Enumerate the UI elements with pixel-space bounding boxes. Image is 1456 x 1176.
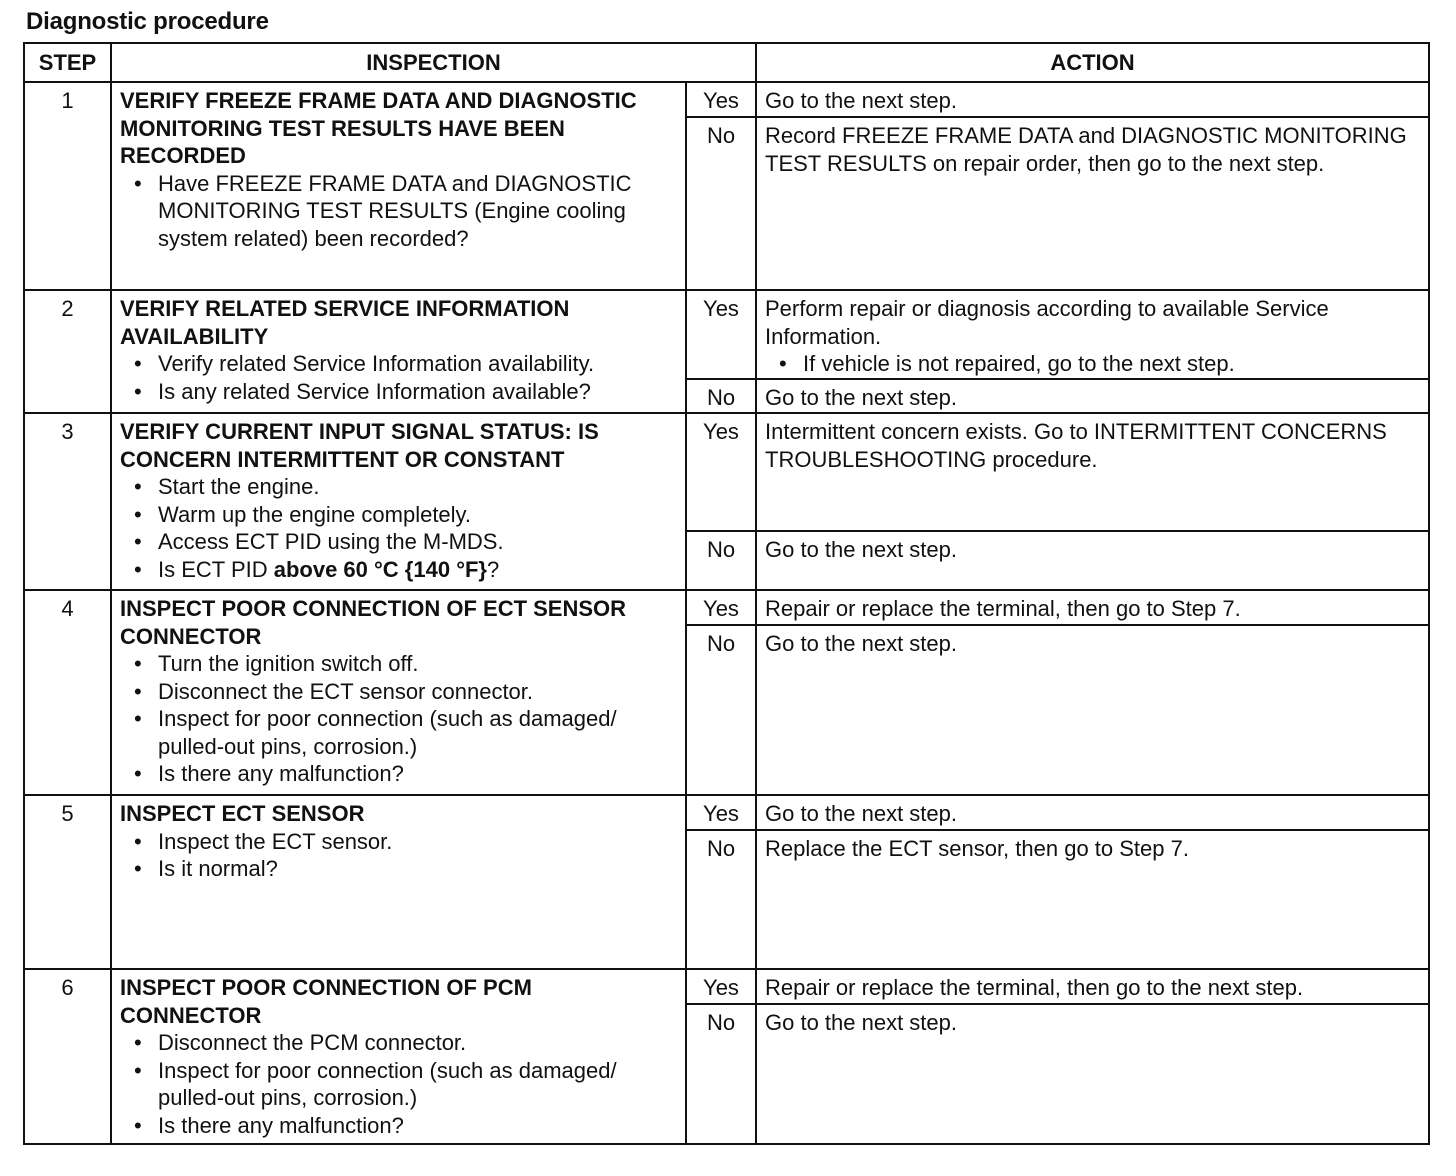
inspection-bullet: • Inspect the ECT sensor. — [120, 828, 679, 856]
yes-label: Yes — [686, 290, 756, 379]
inspection-bullet: • Disconnect the ECT sensor connector. — [120, 678, 679, 706]
inspection-bullet: • Start the engine. — [120, 473, 679, 501]
inspection-title: VERIFY CURRENT INPUT SIGNAL STATUS: IS CONCERN INTERMITTENT OR CONSTANT — [120, 419, 599, 472]
bullet-text-suffix: ? — [487, 556, 500, 582]
step-number: 3 — [24, 413, 111, 590]
no-action: Replace the ECT sensor, then go to Step 7. — [756, 830, 1429, 969]
action-bullet: • If vehicle is not repaired, go to the next step. — [765, 350, 1422, 378]
header-action: ACTION — [756, 43, 1429, 82]
no-label: No — [686, 379, 756, 413]
inspection-title: VERIFY FREEZE FRAME DATA AND DIAGNOSTIC MONITORING TEST RESULTS HAVE BEEN RECORDED — [120, 88, 637, 168]
inspection-title: INSPECT POOR CONNECTION OF PCM CONNECTOR — [120, 975, 532, 1028]
no-label: No — [686, 531, 756, 590]
inspection-cell — [111, 82, 686, 290]
diagnostic-table — [23, 42, 1430, 1145]
step-number: 4 — [24, 590, 111, 795]
inspection-bullet: • Is any related Service Information available? — [120, 378, 679, 406]
no-action: Go to the next step. — [756, 1004, 1429, 1144]
yes-label: Yes — [686, 795, 756, 830]
no-label: No — [686, 625, 756, 795]
yes-label: Yes — [686, 969, 756, 1004]
inspection-title: INSPECT ECT SENSOR — [120, 801, 365, 826]
inspection-cell — [111, 413, 686, 590]
table-row — [24, 590, 1429, 625]
header-inspection: INSPECTION — [111, 43, 756, 82]
inspection-bullet: • Access ECT PID using the M-MDS. — [120, 528, 679, 556]
yes-action-cell — [756, 290, 1429, 379]
inspection-bullet: • Have FREEZE FRAME DATA and DIAGNOSTIC MONITORING TEST RESULTS (Engine cooling system related) been recorded? — [120, 170, 679, 253]
inspection-bullet: • Inspect for poor connection (such as damaged/ pulled-out pins, corrosion.) — [120, 1057, 679, 1112]
yes-label: Yes — [686, 590, 756, 625]
no-action: Go to the next step. — [756, 625, 1429, 795]
no-label: No — [686, 117, 756, 290]
inspection-title: INSPECT POOR CONNECTION OF ECT SENSOR CONNECTOR — [120, 596, 627, 649]
inspection-bullet: • Turn the ignition switch off. — [120, 650, 679, 678]
inspection-title: VERIFY RELATED SERVICE INFORMATION AVAILABILITY — [120, 296, 570, 349]
yes-action: Intermittent concern exists. Go to INTERMITTENT CONCERNS TROUBLESHOOTING procedure. — [756, 413, 1429, 531]
inspection-bullets — [120, 650, 679, 788]
inspection-bullet: • Verify related Service Information availability. — [120, 350, 679, 378]
inspection-bullet — [120, 556, 679, 584]
inspection-cell — [111, 590, 686, 795]
no-action: Record FREEZE FRAME DATA and DIAGNOSTIC MONITORING TEST RESULTS on repair order, then go to the next step. — [756, 117, 1429, 290]
inspection-bullet: • Is there any malfunction? — [120, 1112, 679, 1140]
inspection-bullet: • Is it normal? — [120, 855, 679, 883]
yes-action: Go to the next step. — [756, 795, 1429, 830]
no-action: Go to the next step. — [756, 379, 1429, 413]
table-row — [24, 413, 1429, 531]
yes-label: Yes — [686, 82, 756, 117]
inspection-bullet: • Is there any malfunction? — [120, 760, 679, 788]
inspection-bullets — [120, 1029, 679, 1139]
table-row — [24, 290, 1429, 379]
inspection-bullets — [120, 350, 679, 405]
table-header-row — [24, 43, 1429, 82]
no-label: No — [686, 1004, 756, 1144]
yes-action: Perform repair or diagnosis according to available Service Information. — [765, 296, 1329, 349]
yes-action: Go to the next step. — [756, 82, 1429, 117]
inspection-bullet: • Disconnect the PCM connector. — [120, 1029, 679, 1057]
inspection-bullet: • Warm up the engine completely. — [120, 501, 679, 529]
action-bullets — [765, 350, 1422, 378]
step-number: 6 — [24, 969, 111, 1144]
header-step: STEP — [24, 43, 111, 82]
step-number: 1 — [24, 82, 111, 290]
inspection-cell — [111, 290, 686, 413]
inspection-cell — [111, 969, 686, 1144]
inspection-bullet: • Inspect for poor connection (such as damaged/ pulled-out pins, corrosion.) — [120, 705, 679, 760]
yes-action: Repair or replace the terminal, then go to Step 7. — [756, 590, 1429, 625]
inspection-bullets — [120, 828, 679, 883]
no-action: Go to the next step. — [756, 531, 1429, 590]
table-row — [24, 969, 1429, 1004]
page-title: Diagnostic procedure — [26, 8, 269, 35]
inspection-bullets — [120, 473, 679, 583]
step-number: 5 — [24, 795, 111, 969]
bullet-text: Is ECT PID — [158, 556, 274, 582]
no-label: No — [686, 830, 756, 969]
yes-action: Repair or replace the terminal, then go to the next step. — [756, 969, 1429, 1004]
yes-label: Yes — [686, 413, 756, 531]
table-row — [24, 82, 1429, 117]
step-number: 2 — [24, 290, 111, 413]
inspection-cell — [111, 795, 686, 969]
table-row — [24, 795, 1429, 830]
bullet-bold-text: above 60 °C {140 °F} — [273, 556, 487, 582]
inspection-bullets — [120, 170, 679, 253]
